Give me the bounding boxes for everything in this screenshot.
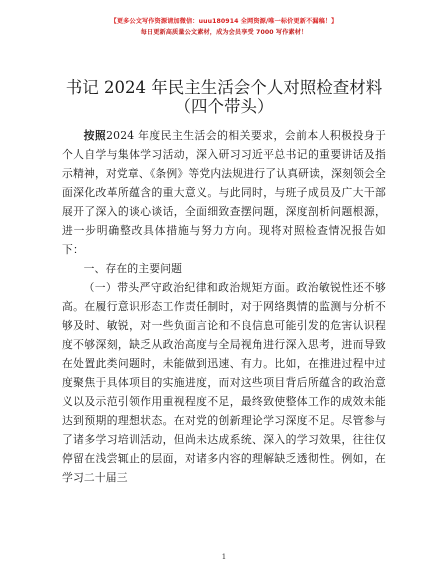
body-paragraph: （一）带头严守政治纪律和政治规矩方面。政治敏锐性还不够高。在履行意识形态工作责任制时，对于网络舆情的监测与分析不够及时、敏锐，对一些负面言论和不良信息可能引发的危害认识程度不够深刻，缺乏从政治高度与全局视角进行深入思考，进而导致在处置此类问题时，未能做到迅速、有力。比如，在推进过程中过度聚焦于具体项目的实施进度，而对这些项目背后所蕴含的政治意义以及示范引领作用重视程度不足，最终致使整体工作的成效未能达到预期的理想状态。在对党的创新理论学习深度不足。尽管参与了诸多学习培训活动，但尚未达成系统、深入的学习效果，往往仅停留在浅尝辄止的层面，对诸多内容的理解缺乏透彻性。例如，在学习二十届三 bbox=[62, 281, 386, 484]
page-number: 1 bbox=[221, 553, 227, 561]
intro-paragraph bbox=[62, 126, 386, 259]
promo-banner-line2: 每日更新高质量公文素材，成为会员享受 7000 写作素材！ bbox=[140, 29, 308, 36]
document-title: 书记 2024 年民主生活会个人对照检查材料（四个带头） bbox=[65, 78, 383, 116]
intro-text: 2024 年度民主生活会的相关要求，会前本人积极投身于个人自学与集体学习活动，深入研习习近平总书记的重要讲话及指示精神，对党章、《条例》等党内法规进行了认真研读，深刻领会全面深化改革所蕴含的重大意义。与此同时，与班子成员及广大干部展开了深入的谈心谈话，全面细致查摆问题，深度剖析问题根源，进一步明确整改具体措施与努力方向。现将对照检查情况报告如下： bbox=[62, 129, 386, 256]
section-heading: 一、存在的主要问题 bbox=[83, 262, 183, 275]
promo-banner-line1: 【更多公文写作资源请加微信：uuu180914 全网资源/唯一标价更新不漏稿！】 bbox=[110, 18, 338, 25]
document-body bbox=[62, 126, 386, 487]
intro-lead: 按照 bbox=[83, 129, 107, 142]
